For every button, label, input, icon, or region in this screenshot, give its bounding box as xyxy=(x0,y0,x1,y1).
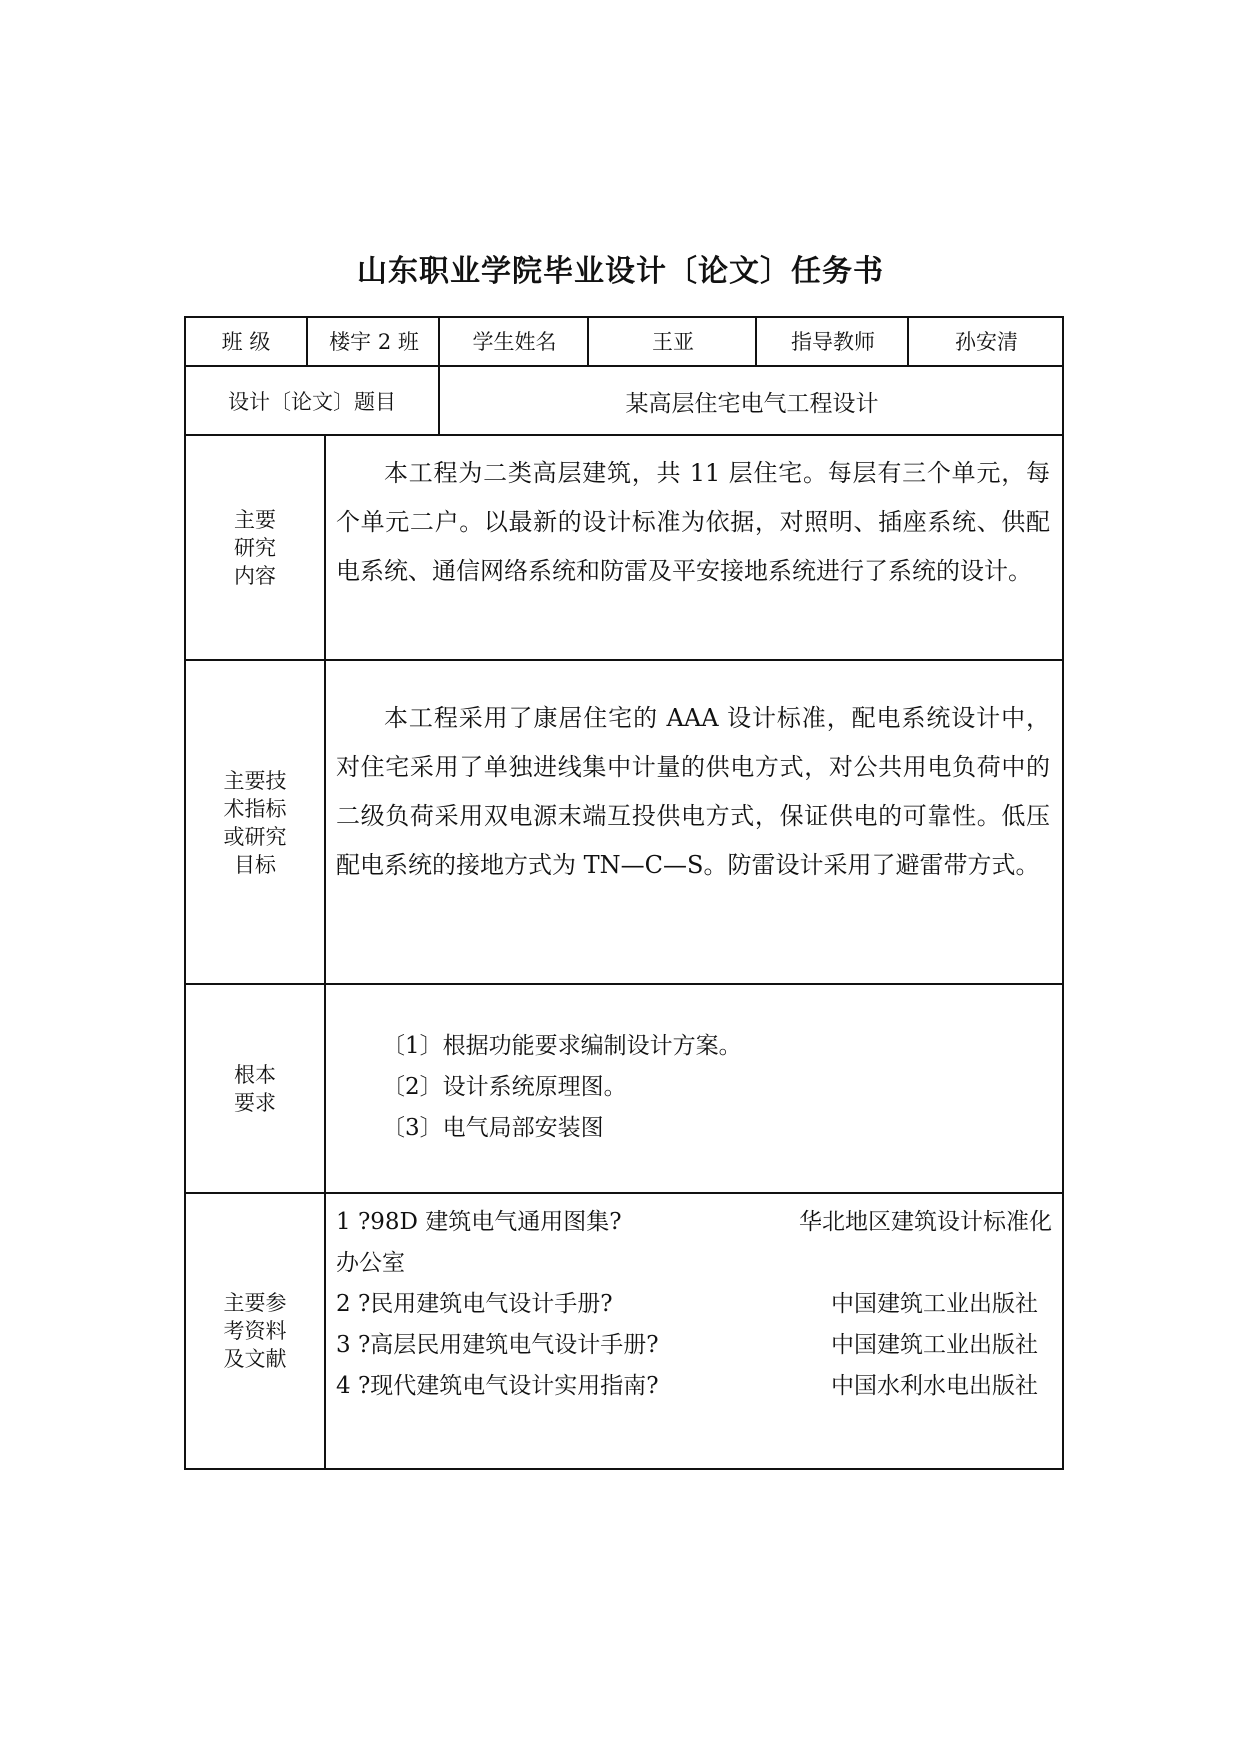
requirements-label xyxy=(184,985,326,1193)
label-line: 根本 xyxy=(234,1063,276,1087)
task-table xyxy=(184,316,1064,1470)
reference-publisher: 中国建筑工业出版社 xyxy=(831,1332,1038,1358)
tech-text: 本工程采用了康居住宅的 AAA 设计标准，配电系统设计中，对住宅采用了单独进线集中计量的供电方式，对公共用电负荷中的二级负荷采用双电源末端互投供电方式，保证供电的可靠性。低压配电系统的接地方式为 TN—C—S。防雷设计采用了避雷带方式。 xyxy=(336,704,1050,879)
label-line: 要求 xyxy=(234,1091,276,1115)
list-item: 〔2〕设计系统原理图。 xyxy=(382,1074,627,1100)
teacher-label: 指导教师 xyxy=(791,330,875,354)
reference-publisher: 中国建筑工业出版社 xyxy=(831,1291,1038,1317)
references-list xyxy=(336,1202,1052,1407)
research-text: 本工程为二类高层建筑，共 11 层住宅。每层有三个单元，每个单元二户。以最新的设计标准为依据，对照明、插座系统、供配电系统、通信网络系统和防雷及平安接地系统进行了系统的设计。 xyxy=(336,459,1050,585)
list-item xyxy=(336,1284,1052,1325)
label-line: 术指标 xyxy=(223,796,287,821)
label-line: 及文献 xyxy=(223,1347,287,1371)
label-line: 主要 xyxy=(234,508,276,532)
reference-title: 3 ?高层民用建筑电气设计手册? xyxy=(336,1332,659,1358)
student-name-label: 学生姓名 xyxy=(472,330,557,354)
topic-label: 设计〔论文〕题目 xyxy=(228,390,396,414)
label-line: 目标 xyxy=(234,852,276,877)
topic-value: 某高层住宅电气工程设计 xyxy=(625,390,879,417)
teacher-value: 孙安清 xyxy=(955,330,1018,354)
label-line: 考资料 xyxy=(223,1319,287,1343)
class-value: 楼宇 2 班 xyxy=(329,330,419,354)
research-label xyxy=(184,436,326,660)
reference-title: 2 ?民用建筑电气设计手册? xyxy=(336,1291,613,1317)
references-label xyxy=(184,1194,326,1468)
class-label: 班 级 xyxy=(221,330,271,354)
list-item xyxy=(336,1325,1052,1366)
table-border-right xyxy=(1062,316,1064,1470)
requirements-list xyxy=(382,1026,1042,1149)
label-line: 主要技 xyxy=(223,768,287,793)
table-border-bottom xyxy=(184,1468,1064,1470)
label-line: 或研究 xyxy=(223,824,287,849)
list-item: 〔3〕电气局部安装图 xyxy=(382,1115,604,1141)
list-item xyxy=(336,1366,1052,1407)
label-line: 主要参 xyxy=(223,1291,287,1315)
reference-title: 4 ?现代建筑电气设计实用指南? xyxy=(336,1373,659,1399)
tech-label xyxy=(184,661,326,984)
student-name-value: 王亚 xyxy=(652,330,694,354)
label-line: 内容 xyxy=(234,564,276,588)
reference-publisher: 华北地区建筑设计标准化 xyxy=(799,1209,1052,1235)
list-item: 〔1〕根据功能要求编制设计方案。 xyxy=(382,1033,742,1059)
label-line: 研究 xyxy=(234,536,276,560)
page-title: 山东职业学院毕业设计〔论文〕任务书 xyxy=(357,254,884,289)
list-item xyxy=(336,1202,1052,1243)
reference-publisher: 中国水利水电出版社 xyxy=(831,1373,1038,1399)
reference-title: 1 ?98D 建筑电气通用图集? xyxy=(336,1209,622,1235)
reference-continuation: 办公室 xyxy=(336,1250,405,1276)
